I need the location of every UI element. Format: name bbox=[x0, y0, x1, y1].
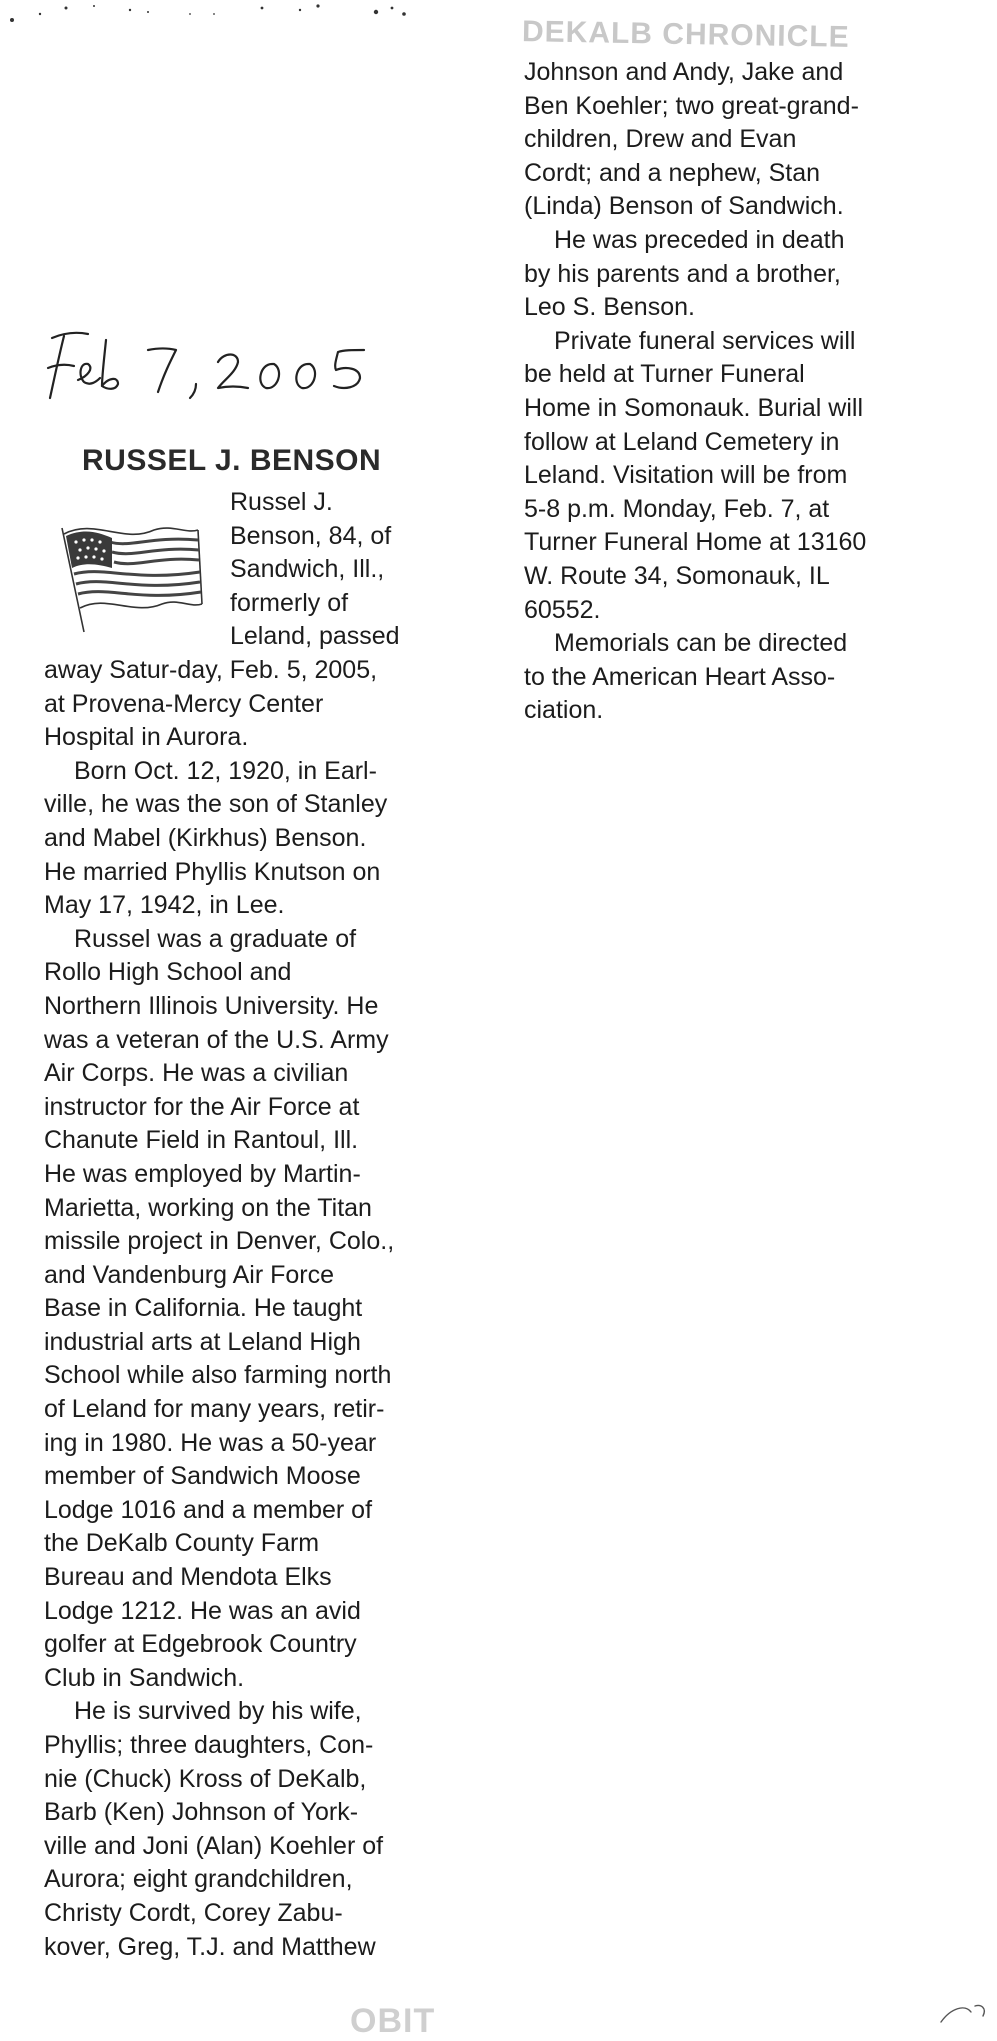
text-line: golfer at Edgebrook Country bbox=[44, 1630, 357, 1659]
text-line: missile project in Denver, Colo., bbox=[44, 1227, 395, 1256]
text-line: 60552. bbox=[524, 595, 601, 624]
obituary-headline: RUSSEL J. BENSON bbox=[82, 444, 382, 477]
text-line: Bureau and Mendota Elks bbox=[44, 1563, 332, 1592]
text-line: Club in Sandwich. bbox=[44, 1663, 245, 1692]
corner-pen-mark bbox=[931, 1998, 991, 2028]
text-line: of Leland for many years, retir- bbox=[44, 1395, 385, 1424]
text-line: and Vandenburg Air Force bbox=[44, 1260, 335, 1289]
text-line: Phyllis; three daughters, Con- bbox=[44, 1731, 374, 1759]
text-line: Private funeral services will bbox=[554, 326, 856, 355]
text-line: follow at Leland Cemetery in bbox=[524, 427, 840, 456]
text-line: ville and Joni (Alan) Koehler of bbox=[44, 1831, 384, 1860]
text-line: Hospital in Aurora. bbox=[44, 723, 249, 752]
text-line: children, Drew and Evan bbox=[524, 125, 797, 154]
text-line: Base in California. He taught bbox=[44, 1294, 363, 1323]
left-column bbox=[44, 654, 394, 1964]
newspaper-source-stamp: DEKALB CHRONICLE bbox=[521, 15, 850, 54]
text-line: He married Phyllis Knutson on bbox=[44, 857, 381, 886]
text-line: Russel J. bbox=[230, 488, 333, 516]
text-line: Ben Koehler; two great-grand- bbox=[524, 91, 859, 120]
text-line: Born Oct. 12, 1920, in Earl- bbox=[74, 756, 377, 785]
text-line: the DeKalb County Farm bbox=[44, 1529, 320, 1558]
text-line: He was employed by Martin- bbox=[44, 1159, 361, 1188]
handwritten-date bbox=[44, 320, 384, 410]
text-line: Lodge 1016 and a member of bbox=[44, 1495, 373, 1524]
text-line: was a veteran of the U.S. Army bbox=[44, 1025, 389, 1054]
text-line: Chanute Field in Rantoul, Ill. bbox=[44, 1126, 359, 1155]
text-line: Rollo High School and bbox=[44, 958, 292, 987]
text-line: Home in Somonauk. Burial will bbox=[524, 393, 864, 422]
obit-footer-stamp: OBIT bbox=[350, 2002, 436, 2040]
text-line: ville, he was the son of Stanley bbox=[44, 790, 388, 819]
text-line: formerly of bbox=[230, 588, 349, 617]
text-line: to the American Heart Asso- bbox=[524, 662, 836, 691]
text-line: Lodge 1212. He was an avid bbox=[44, 1596, 361, 1625]
text-line: Cordt; and a nephew, Stan bbox=[524, 158, 821, 187]
text-line: and Mabel (Kirkhus) Benson. bbox=[44, 823, 367, 852]
text-line: ing in 1980. He was a 50-year bbox=[44, 1428, 377, 1457]
text-line: kover, Greg, T.J. and Matthew bbox=[44, 1932, 376, 1961]
text-line: Benson, 84, of bbox=[230, 521, 392, 550]
text-line: Russel was a graduate of bbox=[74, 924, 357, 953]
american-flag-icon bbox=[54, 508, 204, 638]
right-column bbox=[524, 56, 866, 728]
text-line: Sandwich, Ill., bbox=[230, 555, 385, 584]
text-line: instructor for the Air Force at bbox=[44, 1092, 360, 1121]
text-line: at Provena-Mercy Center bbox=[44, 689, 324, 718]
text-line: Marietta, working on the Titan bbox=[44, 1193, 372, 1222]
text-line: Northern Illinois University. He bbox=[44, 991, 379, 1020]
text-line: Johnson and Andy, Jake and bbox=[524, 58, 844, 86]
text-line: (Linda) Benson of Sandwich. bbox=[524, 192, 844, 221]
text-line: away Satur-day, Feb. 5, 2005, bbox=[44, 656, 378, 684]
text-line: be held at Turner Funeral bbox=[524, 360, 805, 389]
text-line: Leland. Visitation will be from bbox=[524, 461, 848, 490]
text-line: Leland, passed bbox=[230, 622, 400, 651]
text-line: May 17, 1942, in Lee. bbox=[44, 891, 285, 920]
text-line: Aurora; eight grandchildren, bbox=[44, 1865, 353, 1894]
text-line: Air Corps. He was a civilian bbox=[44, 1059, 349, 1088]
text-line: School while also farming north bbox=[44, 1361, 392, 1390]
text-line: by his parents and a brother, bbox=[524, 259, 841, 288]
text-line: Christy Cordt, Corey Zabu- bbox=[44, 1898, 343, 1927]
text-line: He was preceded in death bbox=[554, 225, 845, 254]
text-line: 5-8 p.m. Monday, Feb. 7, at bbox=[524, 494, 830, 523]
text-line: member of Sandwich Moose bbox=[44, 1462, 361, 1491]
text-line: Leo S. Benson. bbox=[524, 293, 695, 322]
text-line: Barb (Ken) Johnson of York- bbox=[44, 1798, 359, 1827]
text-line: ciation. bbox=[524, 696, 604, 725]
text-line: He is survived by his wife, bbox=[74, 1697, 362, 1726]
lead-paragraph bbox=[230, 486, 400, 654]
text-line: industrial arts at Leland High bbox=[44, 1327, 361, 1356]
text-line: nie (Chuck) Kross of DeKalb, bbox=[44, 1764, 367, 1793]
text-line: W. Route 34, Somonauk, IL bbox=[524, 561, 830, 590]
text-line: Turner Funeral Home at 13160 bbox=[524, 528, 867, 557]
text-line: Memorials can be directed bbox=[554, 629, 848, 658]
